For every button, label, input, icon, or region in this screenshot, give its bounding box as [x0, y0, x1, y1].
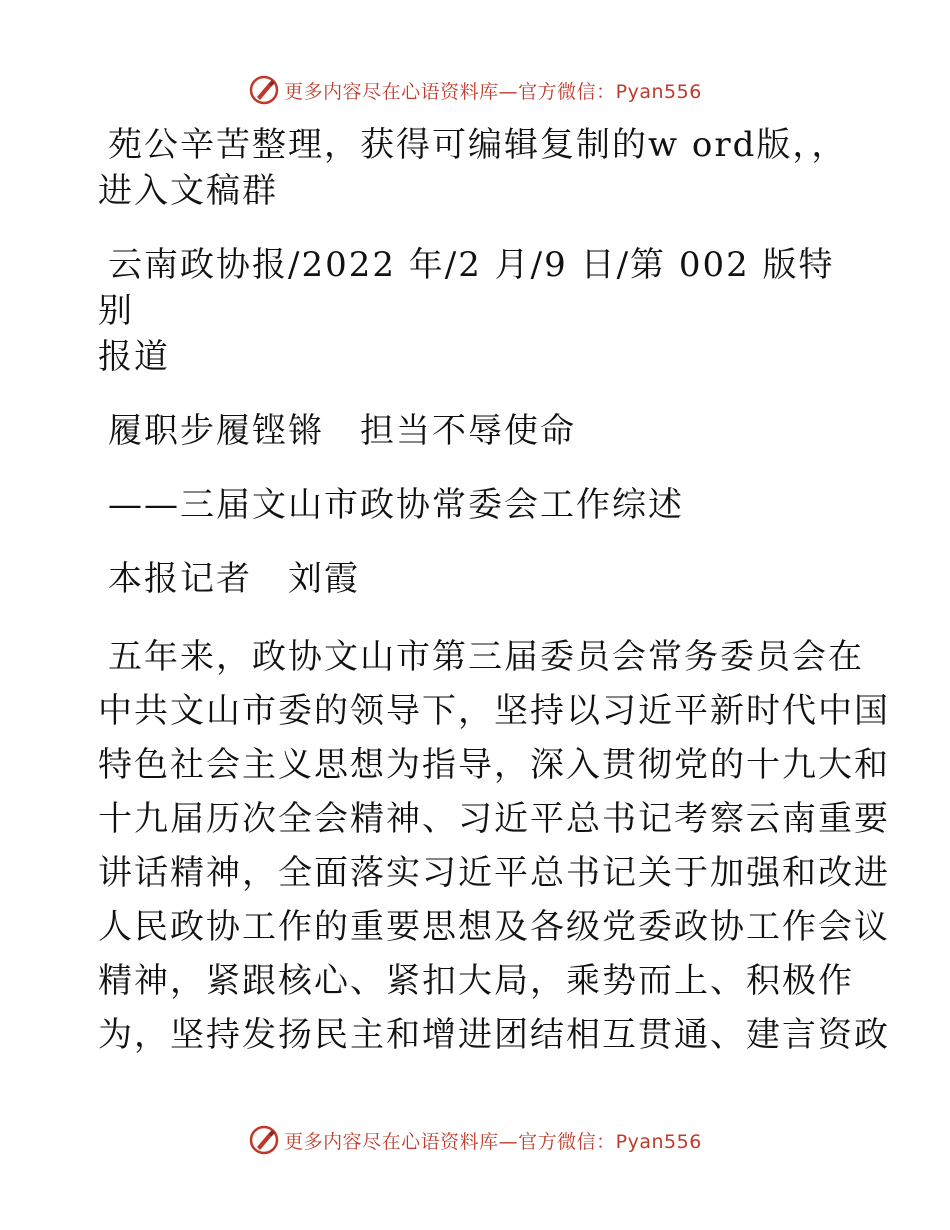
- intro-line-1: 苑公辛苦整理，获得可编辑复制的w ord版，，: [108, 125, 848, 165]
- footer-banner: [0, 1120, 950, 1160]
- banner-text: 更多内容尽在心语资料库—官方微信：Pyan556: [284, 80, 702, 103]
- header-banner: [0, 70, 950, 110]
- intro-paragraph: [98, 122, 858, 214]
- intro-line-2: 进入文稿群: [98, 171, 278, 211]
- source-line-1: 云南政协报/2022 年/2 月/9 日/第 002 版特别: [98, 245, 835, 331]
- pen-logo-icon: [248, 1124, 280, 1156]
- body-line: 人民政协工作的重要思想及各级党委政协工作会议: [98, 907, 890, 947]
- body-line: 精神，紧跟核心、紧扣大局，乘势而上、积极作: [98, 961, 854, 1001]
- body-line: 特色社会主义思想为指导，深入贯彻党的十九大和: [98, 745, 890, 785]
- article-body: [98, 630, 890, 1062]
- source-line-2: 报道: [98, 337, 170, 377]
- source-paragraph: [98, 242, 858, 380]
- body-line: 为，坚持发扬民主和增进团结相互贯通、建言资政: [98, 1015, 890, 1055]
- pen-logo-icon: [248, 74, 280, 106]
- document-content: [98, 122, 890, 1062]
- article-title: 履职步履铿锵 担当不辱使命: [108, 411, 576, 451]
- banner-text: 更多内容尽在心语资料库—官方微信：Pyan556: [284, 1130, 702, 1153]
- body-line: 十九届历次全会精神、习近平总书记考察云南重要: [98, 799, 890, 839]
- article-subtitle: ——三届文山市政协常委会工作综述: [108, 485, 684, 525]
- body-line: 讲话精神，全面落实习近平总书记关于加强和改进: [98, 853, 890, 893]
- body-line: 中共文山市委的领导下，坚持以习近平新时代中国: [98, 691, 890, 731]
- body-line: 五年来，政协文山市第三届委员会常务委员会在: [108, 637, 864, 677]
- article-byline: 本报记者 刘霞: [108, 559, 360, 599]
